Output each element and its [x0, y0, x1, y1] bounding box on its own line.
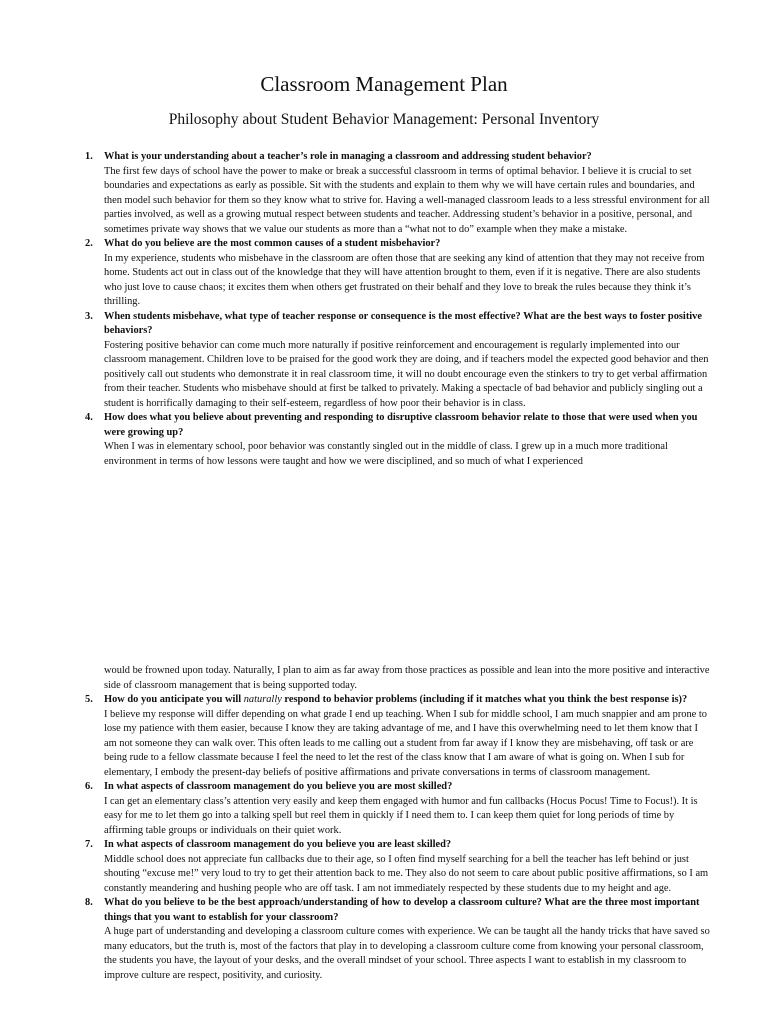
question-text: What is your understanding about a teacher’s role in managing a classroom and addressing student behavior?	[104, 151, 592, 162]
question-emphasis: naturally	[243, 694, 282, 705]
item-number: 8.	[85, 897, 93, 908]
item-number: 5.	[85, 694, 93, 705]
answer-text: I believe my response will differ depending on what grade I end up teaching. When I sub for middle school, I am much snappier and am prone to lose my patience with them easier, because I know they are taking advantage of me, and I have this overwhelming need to let them know that I am not someone they can walk over. This often leads to me calling out a student from far away if I know they are misbehaving, off task or are being rude to a fellow classmate because I feel the need to let the rest of the class know that I am aware of what is going on. When I sub for elementary, I embody the present-day beliefs of positive affirmations and private conversations in terms of classroom management.	[104, 708, 707, 778]
question-text: In what aspects of classroom management do you believe you are most skilled?	[104, 781, 453, 792]
item-number: 3.	[85, 310, 93, 322]
answer-text: In my experience, students who misbehave in the classroom are often those that are seeking any kind of attention that they may not receive from home. Students act out in class out of the knowledge that they will have attention brought to them, even if it is negative. There are also students who just love to cause chaos; it excites them when others get frustrated on their behalf and they love to break the rules because they think it’s thrilling.	[104, 252, 705, 307]
question-text-start: How do you anticipate you will	[104, 694, 244, 705]
question-text	[104, 693, 710, 708]
list-item	[80, 237, 710, 310]
document-title: Classroom Management Plan	[260, 72, 508, 96]
item-number: 1.	[85, 151, 93, 162]
question-text: How does what you believe about preventing and responding to disruptive classroom behavior relate to those that were used when you were growing up?	[104, 412, 698, 438]
question-list-part-2	[80, 664, 710, 983]
list-item	[80, 150, 710, 237]
list-item	[80, 310, 710, 412]
list-item	[80, 693, 710, 780]
list-item	[80, 780, 710, 838]
question-text: What do you believe to be the best approach/understanding of how to develop a classroom culture? What are the three most important things that you want to establish for your classroom?	[104, 897, 700, 923]
answer-text: A huge part of understanding and developing a classroom culture comes with experience. We can be taught all the handy tricks that have saved so many educators, but the truth is, most of the factors that play in to developing a classroom culture come from knowing your personal classroom, the students you have, the layout of your desks, and the overall mindset of your school. Three aspects I want to establish in my classroom to improve culture are respect, positivity, and curiosity.	[104, 926, 710, 981]
document-subtitle: Philosophy about Student Behavior Management: Personal Inventory	[168, 111, 600, 128]
item-number: 6.	[85, 781, 93, 792]
answer-text: Middle school does not appreciate fun callbacks due to their age, so I often find myself searching for a bell the teacher has left behind or just shouting “excuse me!” very loud to try to get their attention back to me. They also do not seem to care about public positive affirmations, so I am constantly meandering and hushing people who are off task. I am not immediately respected by these students due to my height and age.	[104, 853, 709, 894]
question-text: In what aspects of classroom management do you believe you are least skilled?	[104, 839, 452, 850]
question-text: What do you believe are the most common causes of a student misbehavior?	[104, 238, 441, 249]
item-number: 4.	[85, 412, 93, 423]
answer-text: Fostering positive behavior can come much more naturally if positive reinforcement and encouragement is regularly implemented into our classroom management. Children love to be praised for the good work they are doing, and if teachers model the expected good behavior and then positively call out students who demonstrate it in real classroom time, it will no doubt encourage even the stinkers to try to get verbal affirmation from their teacher. Students who misbehave should at first be talked to privately. Making a spectacle of bad behavior and publicly singling out a student is horrifically damaging to their self-esteem, regardless of how poor their behavior is in class.	[104, 339, 709, 409]
answer-text: I can get an elementary class’s attention very easily and keep them engaged with humor and fun callbacks (Hocus Pocus! Time to Focus!). It is easy for me to let them go into a talking spell but reel them in quickly if I need them to. I can keep them quiet for long periods of time by affirming table groups or individuals on their quiet work.	[104, 795, 698, 836]
question-list-part-1	[80, 150, 710, 469]
answer-text: The first few days of school have the power to make or break a successful classroom in terms of optimal behavior. I believe it is crucial to set boundaries and expectations as early as possible. Sit with the students and explain to them why we will have certain rules and boundaries, and then model such behavior for them so they know what to strive for. Having a well-managed classroom leads to a less stressful environment for all parties involved, as well as a growing mutual respect between students and teacher. Addressing student’s behavior in a positive, personal, and sometimes private way shows that we value our students as more than a “what not to do” example when they make a mistake.	[104, 165, 710, 235]
question-text: When students misbehave, what type of teacher response or consequence is the most effective? What are the best ways to foster positive behaviors?	[104, 310, 702, 336]
list-item	[80, 411, 710, 469]
question-text-end: respond to behavior problems (including if it matches what you think the best response is)?	[281, 694, 688, 705]
list-item	[80, 896, 710, 983]
list-item	[80, 838, 710, 896]
item-number: 7.	[85, 839, 93, 850]
answer-continuation: would be frowned upon today. Naturally, I plan to aim as far away from those practices as possible and lean into the more positive and interactive side of classroom management that is being supported today.	[104, 665, 710, 691]
answer-text: When I was in elementary school, poor behavior was constantly singled out in the middle of class. I grew up in a much more traditional environment in terms of how lessons were taught and how we were disciplined, and so much of what I experienced	[104, 441, 668, 467]
item-number: 2.	[85, 238, 93, 249]
